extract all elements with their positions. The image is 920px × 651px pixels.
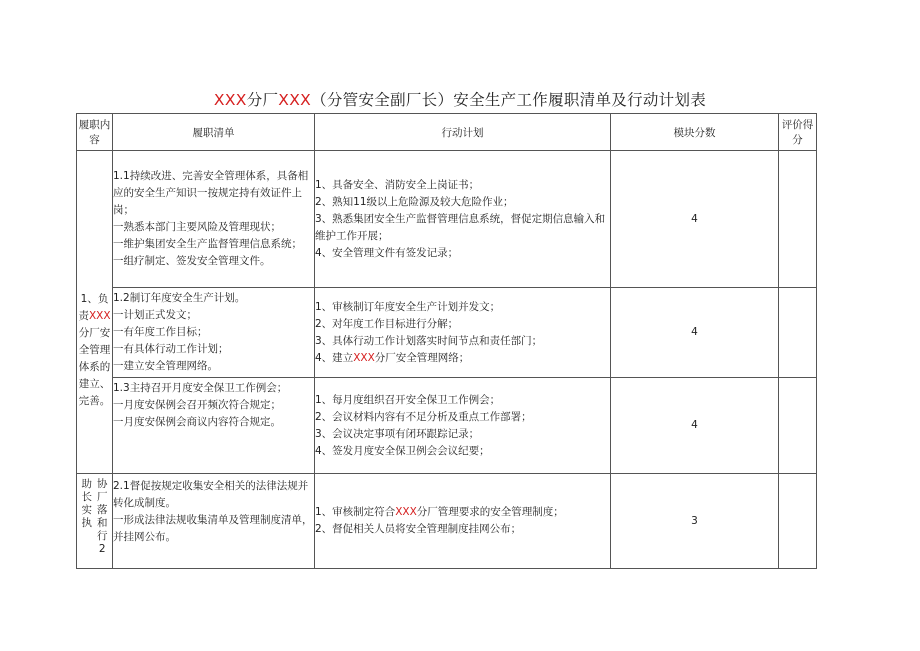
table-row (77, 378, 817, 474)
header-row (77, 114, 817, 151)
section1-lead-b: 分厂安全管理体系的建立、完善。 (78, 326, 111, 407)
header-content: 履职内容 (77, 114, 113, 151)
header-eval: 评价得分 (779, 114, 817, 151)
section1-lead-red: XXX (88, 309, 111, 322)
score-cell-2-1: 3 (611, 474, 779, 569)
table-row (77, 151, 817, 288)
score-cell-1-2: 4 (611, 288, 779, 378)
title-factory-word: 分厂 (246, 91, 279, 109)
duty-cell-2-1: 2.1督促按规定收集安全相关的法律法规并转化成制度。 一形成法律法规收集清单及管理制度清单，并挂网公布。 (113, 474, 315, 569)
title-factory-code: XXX (213, 91, 247, 109)
section2-lead-col-2: 协厂落和行2 (97, 478, 108, 555)
duty-cell-1-1: 1.1持续改进、完善安全管理体系，具备相应的安全生产知识一按规定持有效证件上岗； 一熟悉本部门主要风险及管理现状； 一维护集团安全生产监督管理信息系统； 一组疗制定、签发安全管理文件。 (113, 151, 315, 288)
eval-cell-2-1[interactable] (779, 474, 817, 569)
score-cell-1-3: 4 (611, 378, 779, 474)
plan-cell-1-2: 1、审核制订年度安全生产计划并发文； 2、对年度工作目标进行分解； 3、具体行动工作计划落实时间节点和责任部门； 4、建立XXX分厂安全管理网络； (315, 288, 611, 378)
header-score: 模块分数 (611, 114, 779, 151)
eval-cell-1-1[interactable] (779, 151, 817, 288)
duty-table (76, 113, 817, 569)
plan-cell-1-1: 1、具备安全、消防安全上岗证书； 2、熟知11级以上危险源及较大危险作业； 3、熟悉集团安全生产监督管理信息系统，督促定期信息输入和维护工作开展； 4、安全管理文件有签发记录； (315, 151, 611, 288)
plan-cell-2-1: 1、审核制定符合XXX分厂管理要求的安全管理制度； 2、督促相关人员将安全管理制度挂网公布； (315, 474, 611, 569)
duty-cell-1-2: 1.2制订年度安全生产计划。 一计划正式发文； 一有年度工作目标； 一有具体行动工作计划； 一建立安全管理网络。 (113, 288, 315, 378)
header-duties: 履职清单 (113, 114, 315, 151)
title-person-code: XXX (278, 91, 312, 109)
header-plan: 行动计划 (315, 114, 611, 151)
duty-cell-1-3: 1.3主持召开月度安全保卫工作例会； 一月度安保例会召开频次符合规定； 一月度安保例会商议内容符合规定。 (113, 378, 315, 474)
eval-cell-1-2[interactable] (779, 288, 817, 378)
title-rest: （分管安全副厂长）安全生产工作履职清单及行动计划表 (311, 91, 707, 109)
plan-cell-1-3: 1、每月度组织召开安全保卫工作例会； 2、会议材料内容有不足分析及重点工作部署； 3、会议决定事项有闭环跟踪记录； 4、签发月度安全保卫例会会议纪要； (315, 378, 611, 474)
table-row (77, 288, 817, 378)
section2-lead-col-1: 助长实执 (81, 478, 92, 529)
eval-cell-1-3[interactable] (779, 378, 817, 474)
section1-content (77, 151, 113, 474)
page-title (0, 88, 920, 110)
table-row (77, 474, 817, 569)
section2-content (77, 474, 113, 569)
section1-lead-a: 1、负责 (78, 292, 109, 322)
score-cell-1-1: 4 (611, 151, 779, 288)
